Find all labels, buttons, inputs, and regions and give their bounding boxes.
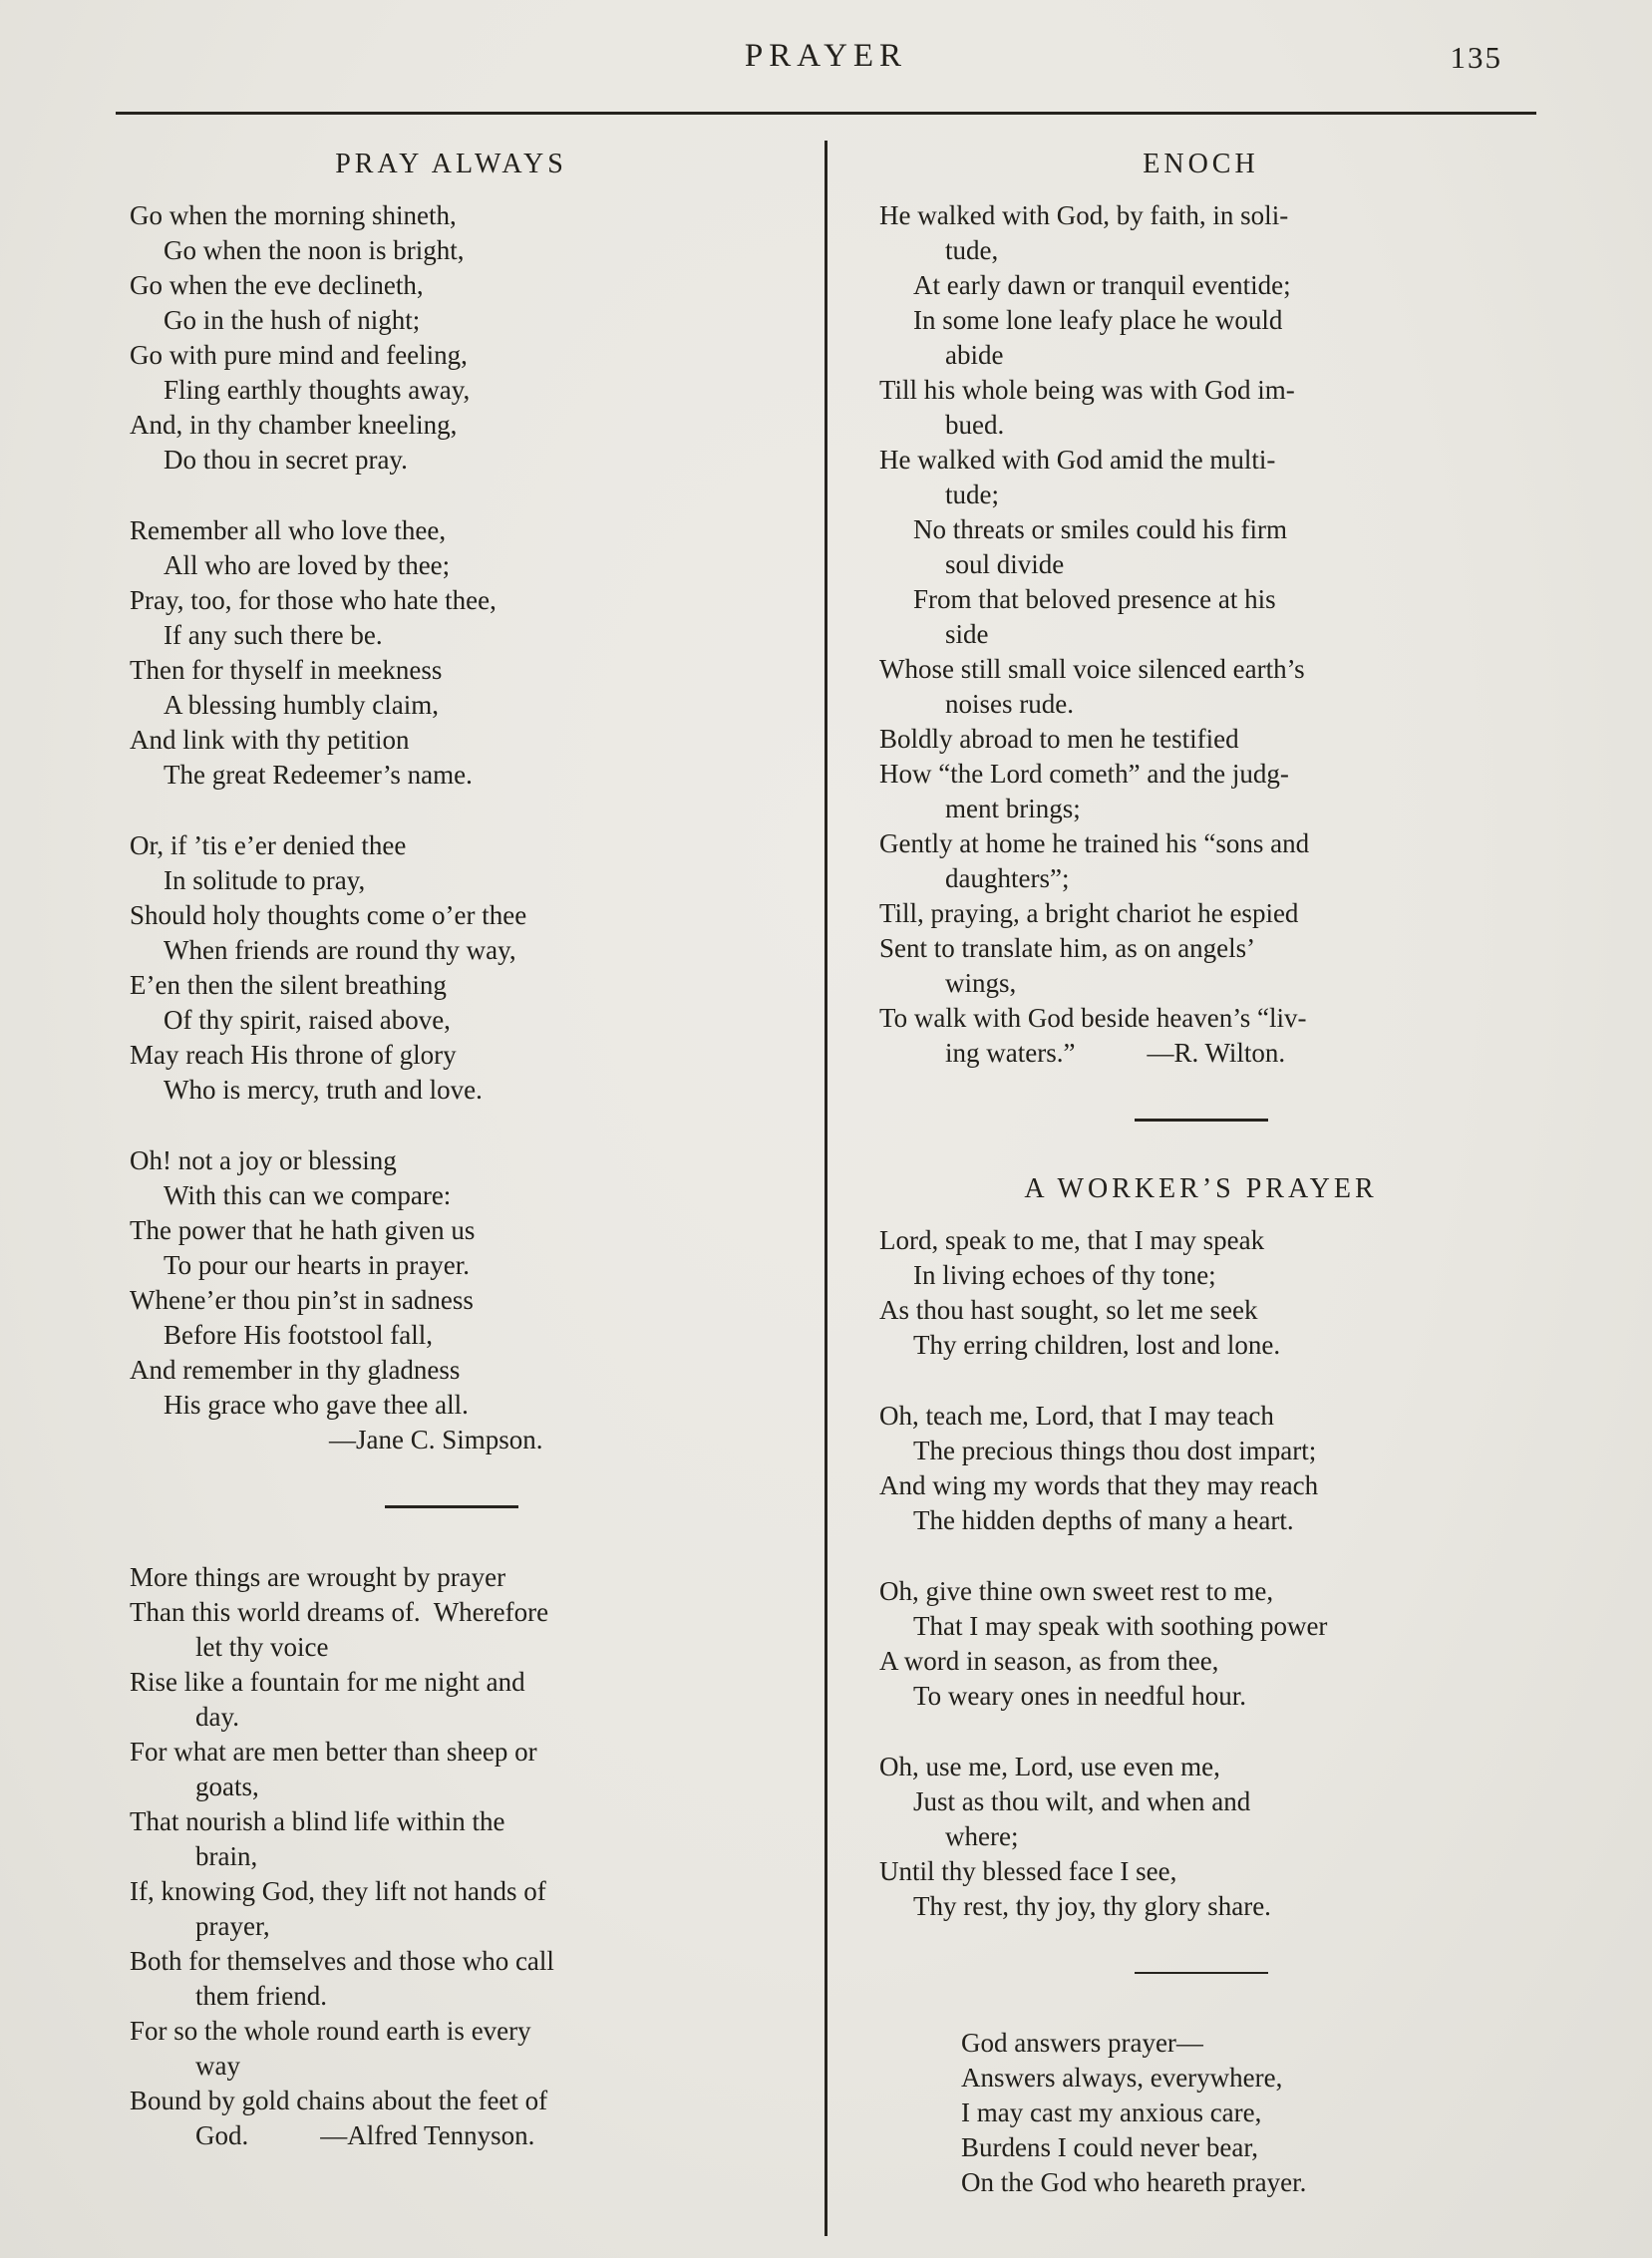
poem-line-text: Go when the morning shineth,	[130, 200, 457, 230]
poem-line-text: And link with thy petition	[130, 725, 410, 755]
poem-line	[879, 512, 1522, 547]
stanza	[879, 1399, 1522, 1538]
poem-title: A WORKER’S PRAYER	[1024, 1172, 1378, 1204]
poem-line	[879, 1889, 1522, 1924]
poem-line	[130, 1595, 773, 1630]
poem-line-text: The great Redeemer’s name.	[164, 760, 473, 790]
poem-line-text: Should holy thoughts come o’er thee	[130, 900, 527, 930]
poem-line	[130, 1909, 773, 1944]
poem-line	[879, 617, 1522, 652]
poem-line-text: Go with pure mind and feeling,	[130, 340, 468, 370]
poem-line-text: From that beloved presence at his	[913, 584, 1276, 614]
poem-line-text: I may cast my anxious care,	[961, 2097, 1262, 2127]
poem-line	[961, 2026, 1522, 2061]
poem-line-text: When friends are round thy way,	[164, 935, 516, 965]
poem-line-text: brain,	[195, 1840, 258, 1871]
poem-line	[130, 233, 773, 268]
poem-title: PRAY ALWAYS	[335, 149, 567, 179]
poem-line-text: ment brings;	[945, 794, 1081, 823]
poem-line	[130, 1423, 773, 1457]
poem-line-text: If, knowing God, they lift not hands of	[130, 1875, 546, 1906]
poem-line	[130, 1353, 773, 1388]
poem-line-text: prayer,	[195, 1910, 270, 1941]
poem-line-text: noises rude.	[945, 689, 1074, 719]
poem-line-text: wings,	[945, 968, 1017, 998]
two-column-text-area	[0, 115, 1652, 2236]
poem-line-text: His grace who gave thee all.	[164, 1390, 469, 1420]
poem-line	[961, 2096, 1522, 2130]
attribution: —R. Wilton.	[1147, 1038, 1286, 1068]
poem-line-text: E’en then the silent breathing	[130, 970, 447, 1000]
poem-line-text: In living echoes of thy tone;	[913, 1259, 1216, 1290]
poem-line-text: soul divide	[945, 549, 1065, 579]
poem-line-text: At early dawn or tranquil eventide;	[913, 270, 1291, 300]
page-number: 135	[1450, 40, 1502, 75]
poem-line-text: In some lone leafy place he would	[913, 305, 1283, 335]
page-header-title: PRAYER	[744, 38, 908, 74]
poem-line-text: With this can we compare:	[164, 1180, 452, 1210]
poem-line	[130, 373, 773, 408]
poem-line	[879, 478, 1522, 512]
poem-line	[961, 2130, 1522, 2165]
poem-line-text: On the God who heareth prayer.	[961, 2167, 1307, 2197]
poem-line	[130, 1804, 773, 1839]
poem-line-text: May reach His throne of glory	[130, 1040, 457, 1070]
poem-line	[130, 1944, 773, 1979]
poem-line-text: Before His footstool fall,	[164, 1320, 433, 1350]
poem-line	[130, 1318, 773, 1353]
stanza	[130, 828, 773, 1108]
poem-line	[130, 583, 773, 618]
poem-line	[130, 303, 773, 338]
poem-line-text: side	[945, 619, 989, 649]
poem-line-text: way	[195, 2050, 240, 2081]
poem-line	[130, 408, 773, 443]
poem-line-text: To pour our hearts in prayer.	[164, 1250, 471, 1280]
poem-line-text: Burdens I could never bear,	[961, 2132, 1259, 2162]
stanza	[879, 1574, 1522, 1714]
poem-line	[879, 338, 1522, 373]
poem-line-text: Thy erring children, lost and lone.	[913, 1329, 1281, 1360]
poem-line	[130, 1560, 773, 1595]
poem-line-text: The power that he hath given us	[130, 1215, 476, 1245]
poem-line-text: To weary ones in needful hour.	[913, 1680, 1247, 1711]
poem-line-text: To walk with God beside heaven’s “liv-	[879, 1003, 1307, 1033]
poem-line-text: More things are wrought by prayer	[130, 1561, 506, 1592]
poem-line-text: Bound by gold chains about the feet of	[130, 2085, 548, 2115]
poem-line-text: That nourish a blind life within the	[130, 1805, 505, 1836]
poem-line-text: How “the Lord cometh” and the judg-	[879, 759, 1289, 789]
poem-line-text: Fling earthly thoughts away,	[164, 375, 471, 405]
poem-line	[879, 547, 1522, 582]
poem-line	[130, 443, 773, 478]
poem-line-text: daughters”;	[945, 863, 1070, 893]
poem-line-text: Go when the noon is bright,	[164, 235, 465, 265]
section-divider-rule	[385, 1505, 518, 1508]
poem-line-text: Just as thou wilt, and when and	[913, 1785, 1251, 1816]
poem-line-text: Oh, teach me, Lord, that I may teach	[879, 1400, 1274, 1431]
poem-line-text: All who are loved by thee;	[164, 550, 451, 580]
poem-line-text: Oh, give thine own sweet rest to me,	[879, 1575, 1274, 1606]
poem-line	[879, 303, 1522, 338]
poem-line-text: Boldly abroad to men he testified	[879, 724, 1239, 754]
poem-line-text: day.	[195, 1701, 239, 1732]
poem-line	[130, 618, 773, 653]
poem-line	[130, 1248, 773, 1283]
poem-line	[130, 933, 773, 968]
poem-line-text: As thou hast sought, so let me seek	[879, 1294, 1258, 1325]
poem-line-text: Do thou in secret pray.	[164, 445, 408, 475]
poem-line	[130, 1038, 773, 1073]
poem-line-text: Go when the eve declineth,	[130, 270, 424, 300]
poem-line-text: abide	[945, 340, 1004, 370]
poem-line-text: Till, praying, a bright chariot he espied	[879, 898, 1299, 928]
page-header	[0, 0, 1652, 100]
poem-line-text: For so the whole round earth is every	[130, 2015, 531, 2046]
poem-line-text: ing waters.”	[945, 1038, 1076, 1068]
poem-line	[130, 513, 773, 548]
attribution: —Alfred Tennyson.	[320, 2119, 535, 2150]
poem-line	[130, 1143, 773, 1178]
poem-line-text: Whene’er thou pin’st in sadness	[130, 1285, 474, 1315]
poem-line	[879, 233, 1522, 268]
poem-line	[879, 1750, 1522, 1784]
poem-line	[879, 1468, 1522, 1503]
poem-line	[130, 268, 773, 303]
poem-line	[879, 1293, 1522, 1328]
left-column	[130, 141, 773, 2236]
poem-line	[879, 1001, 1522, 1036]
poem-line	[130, 968, 773, 1003]
poem-line-text: If any such there be.	[164, 620, 383, 650]
poem-line-text: Remember all who love thee,	[130, 515, 447, 545]
poem-line-text: God.	[195, 2119, 249, 2150]
poem-line-text: Than this world dreams of. Wherefore	[130, 1596, 549, 1627]
poem-line-text: bued.	[945, 410, 1005, 440]
poem-line	[130, 1700, 773, 1735]
poem-line	[130, 1735, 773, 1770]
poem-line	[130, 1665, 773, 1700]
poem-line-text: Sent to translate him, as on angels’	[879, 933, 1256, 963]
poem-line-text: Thy rest, thy joy, thy glory share.	[913, 1890, 1271, 1921]
poem-line	[879, 1574, 1522, 1609]
poem-line	[130, 2014, 773, 2049]
poem-line	[130, 1839, 773, 1874]
poem-line	[130, 898, 773, 933]
poem-line-text: Oh! not a joy or blessing	[130, 1145, 397, 1175]
poem-line	[130, 863, 773, 898]
poem-line	[879, 443, 1522, 478]
poem-line-text: Who is mercy, truth and love.	[164, 1075, 483, 1105]
poem-line-text: And wing my words that they may reach	[879, 1469, 1319, 1500]
stanza	[130, 1560, 773, 2153]
poem-line	[130, 653, 773, 688]
poem-line	[879, 687, 1522, 722]
poem-line	[130, 338, 773, 373]
poem-line	[961, 2165, 1522, 2200]
poem-line	[879, 861, 1522, 896]
poem-line	[879, 1609, 1522, 1644]
poem-line-text: And, in thy chamber kneeling,	[130, 410, 458, 440]
poem-line	[961, 2061, 1522, 2096]
poem-line	[879, 1258, 1522, 1293]
stanza	[130, 198, 773, 478]
poem-line-text: God answers prayer—	[961, 2028, 1203, 2058]
poem-line	[879, 268, 1522, 303]
column-divider	[825, 141, 827, 2236]
poem-line-text: And remember in thy gladness	[130, 1355, 461, 1385]
poem-line	[879, 1854, 1522, 1889]
poem-line-text: For what are men better than sheep or	[130, 1736, 537, 1767]
section-divider-rule	[1135, 1972, 1268, 1975]
poem-line	[879, 1644, 1522, 1679]
poem-line-text: No threats or smiles could his firm	[913, 514, 1287, 544]
poem-line	[879, 896, 1522, 931]
stanza	[130, 1143, 773, 1457]
section-divider-rule	[1135, 1119, 1268, 1122]
poem-line-text: Till his whole being was with God im-	[879, 375, 1295, 405]
poem-line-text: Whose still small voice silenced earth’s	[879, 654, 1305, 684]
poem-line-text: Go in the hush of night;	[164, 305, 421, 335]
poem-line	[879, 1679, 1522, 1714]
poem-line-text: In solitude to pray,	[164, 865, 366, 895]
poem-line	[130, 2049, 773, 2084]
poem-line	[879, 1503, 1522, 1538]
poem-line-text: Rise like a fountain for me night and	[130, 1666, 525, 1697]
poem-line	[130, 688, 773, 723]
poem-line-text: them friend.	[195, 1980, 327, 2011]
poem-line-text: That I may speak with soothing power	[913, 1610, 1328, 1641]
poem-line-text: Answers always, everywhere,	[961, 2063, 1283, 2093]
poem-line-text: Lord, speak to me, that I may speak	[879, 1224, 1265, 1255]
poem-line-text: Then for thyself in meekness	[130, 655, 443, 685]
poem-line-text: goats,	[195, 1771, 259, 1801]
poem-line	[879, 1819, 1522, 1854]
stanza	[879, 198, 1522, 1071]
poem-line-text: Both for themselves and those who call	[130, 1945, 554, 1976]
poem-line	[879, 1036, 1522, 1071]
poem-line-text: —Jane C. Simpson.	[329, 1425, 543, 1454]
poem-line	[130, 548, 773, 583]
poem-line	[879, 1399, 1522, 1434]
poem-line	[879, 966, 1522, 1001]
poem-line	[879, 931, 1522, 966]
poem-line	[130, 1003, 773, 1038]
poem-line	[879, 582, 1522, 617]
poem-line	[130, 1770, 773, 1804]
stanza	[961, 2026, 1522, 2200]
poem-line	[130, 1874, 773, 1909]
poem-line-text: where;	[945, 1820, 1019, 1851]
poem-line-text: He walked with God, by faith, in soli-	[879, 200, 1289, 230]
poem-line	[130, 1388, 773, 1423]
poem-line	[879, 198, 1522, 233]
poem-line	[879, 757, 1522, 792]
poem-line	[130, 1979, 773, 2014]
poem-line-text: Until thy blessed face I see,	[879, 1855, 1177, 1886]
poem-line	[879, 652, 1522, 687]
poem-line	[879, 408, 1522, 443]
poem-line-text: Or, if ’tis e’er denied thee	[130, 830, 407, 860]
poem-line	[130, 2118, 773, 2153]
poem-line	[130, 1630, 773, 1665]
poem-line-text: tude;	[945, 480, 999, 509]
poem-line-text: A word in season, as from thee,	[879, 1645, 1219, 1676]
poem-line	[130, 1213, 773, 1248]
right-column	[879, 141, 1522, 2236]
poem-line	[879, 1223, 1522, 1258]
poem-line	[879, 1784, 1522, 1819]
poem-line	[879, 1434, 1522, 1468]
poem-line-text: Oh, use me, Lord, use even me,	[879, 1751, 1220, 1781]
poem-line	[879, 1328, 1522, 1363]
poem-line-text: tude,	[945, 235, 999, 265]
poem-line	[879, 792, 1522, 826]
poem-line-text: let thy voice	[195, 1631, 329, 1662]
poem-title: ENOCH	[1143, 149, 1259, 179]
poem-line	[130, 828, 773, 863]
poem-line	[879, 373, 1522, 408]
poem-line	[130, 1073, 773, 1108]
poem-line	[130, 2084, 773, 2118]
poem-line	[130, 758, 773, 793]
poem-line	[879, 722, 1522, 757]
poem-line	[130, 1178, 773, 1213]
poem-line-text: Of thy spirit, raised above,	[164, 1005, 451, 1035]
poem-line	[879, 826, 1522, 861]
poem-line-text: Gently at home he trained his “sons and	[879, 828, 1310, 858]
stanza	[130, 513, 773, 793]
poem-line	[130, 723, 773, 758]
poem-line-text: The hidden depths of many a heart.	[913, 1504, 1294, 1535]
poem-line-text: Pray, too, for those who hate thee,	[130, 585, 496, 615]
poem-line	[130, 198, 773, 233]
stanza	[879, 1223, 1522, 1363]
poem-line	[130, 1283, 773, 1318]
poem-line-text: The precious things thou dost impart;	[913, 1435, 1317, 1465]
stanza	[879, 1750, 1522, 1924]
poem-line-text: A blessing humbly claim,	[164, 690, 439, 720]
poem-line-text: He walked with God amid the multi-	[879, 445, 1276, 475]
